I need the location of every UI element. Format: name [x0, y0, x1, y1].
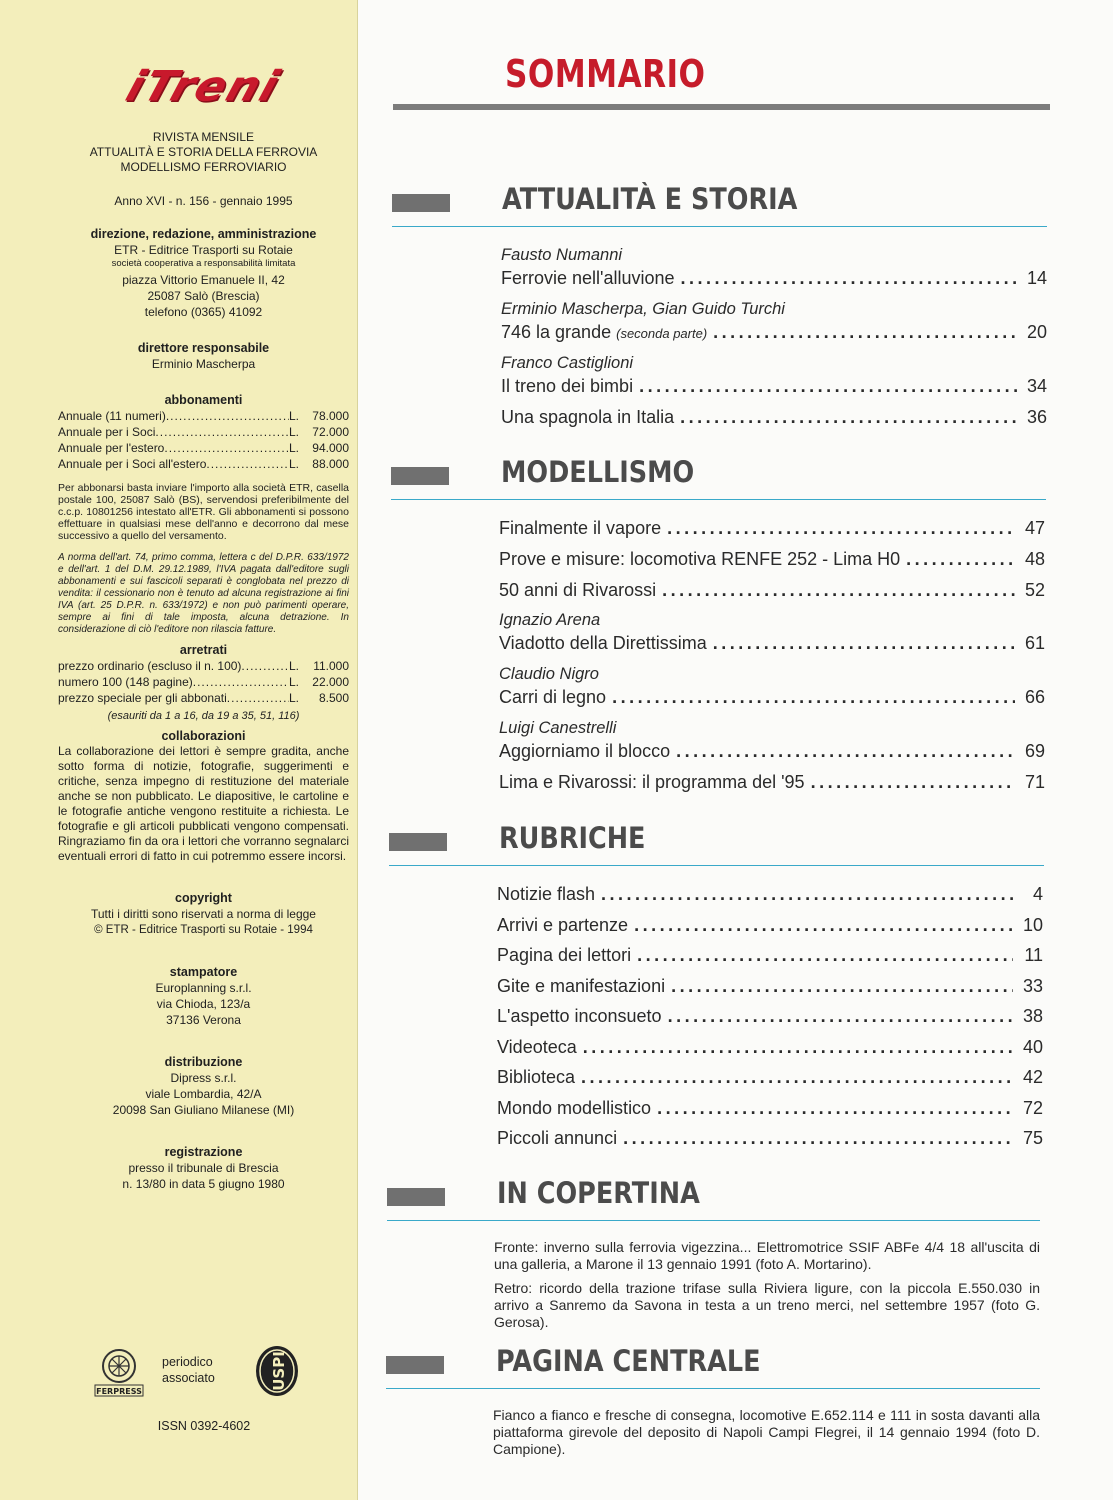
price-row: Annuale per l'estero ..... L. 94.000: [58, 440, 349, 456]
price-row: Annuale per i Soci ..... L. 72.000: [58, 424, 349, 440]
toc-page: 33: [1022, 976, 1043, 996]
section-title: MODELLISMO: [501, 455, 695, 489]
ferpress-label: FERPRESS: [96, 1387, 142, 1396]
price-row: numero 100 (148 pagine) ..... L. 22.000: [58, 674, 349, 690]
abbonamenti-heading: abbonamenti: [164, 393, 243, 407]
toc-entry[interactable]: [501, 352, 1047, 398]
toc-entry[interactable]: [497, 1096, 1043, 1120]
address-line: 25087 Salò (Brescia): [147, 289, 260, 303]
registrazione-line: presso il tribunale di Brescia: [128, 1161, 279, 1175]
direttore-name: Erminio Mascherpa: [151, 357, 256, 371]
section-bar: [389, 833, 447, 851]
periodico-line: associato: [162, 1371, 215, 1385]
toc-page: 47: [1024, 518, 1045, 538]
section-bar: [391, 467, 449, 485]
magazine-logo: iTreni: [120, 62, 287, 111]
section-title: RUBRICHE: [499, 821, 646, 855]
subscription-note: Per abbonarsi basta inviare l'importo alla società ETR, casella postale 100, 25087 Salò (BS), servendosi preferibilmente del c.c.p. 10801256 intestato all'ETR. Gli abbonamenti si possono effettuare in qualsiasi mese dell'anno e decorrono dal mese successivo a quello del versamento.: [58, 482, 349, 542]
collaborazioni-heading: collaborazioni: [161, 729, 246, 743]
toc-entry[interactable]: [499, 663, 1045, 709]
distribuzione-line: 20098 San Giuliano Milanese (MI): [112, 1103, 295, 1117]
toc-page: 48: [1024, 549, 1045, 569]
toc-page: 11: [1024, 945, 1043, 965]
toc-author: Erminio Mascherpa, Gian Guido Turchi: [501, 300, 785, 318]
price-row: Annuale per i Soci all'estero ..... L. 88.000: [58, 456, 349, 472]
toc-page: 14: [1026, 268, 1047, 288]
toc-title: Biblioteca: [497, 1067, 576, 1087]
toc-entry[interactable]: [499, 609, 1045, 655]
toc-entry[interactable]: [497, 943, 1043, 967]
toc-author: Claudio Nigro: [499, 665, 599, 683]
toc-page: 61: [1024, 633, 1045, 653]
toc-title: 746 la grande: [501, 322, 612, 342]
distribuzione-line: viale Lombardia, 42/A: [145, 1087, 262, 1101]
section-bar: [392, 194, 450, 212]
direzione-heading: direzione, redazione, amministrazione: [90, 227, 317, 241]
section-rule: [391, 499, 1046, 500]
toc-title: Pagina dei lettori: [497, 945, 632, 965]
toc-page: 72: [1022, 1098, 1043, 1118]
copyright-line: © ETR - Editrice Trasporti su Rotaie - 1994: [94, 924, 313, 936]
section-rule: [392, 226, 1047, 227]
copyright-line: Tutti i diritti sono riservati a norma di legge: [91, 907, 316, 921]
toc-author: Franco Castiglioni: [501, 354, 634, 372]
toc-title: Carri di legno: [499, 687, 607, 707]
toc-title: Prove e misure: locomotiva RENFE 252 - Lima H0: [499, 549, 901, 569]
toc-page: 20: [1026, 322, 1047, 342]
toc-entry[interactable]: [499, 717, 1045, 763]
tagline-line: RIVISTA MENSILE: [152, 130, 255, 144]
price-row: prezzo speciale per gli abbonati ..... L. 8.500: [58, 690, 349, 706]
toc-page: 38: [1022, 1006, 1043, 1026]
toc-entry[interactable]: [499, 578, 1045, 602]
toc-entry[interactable]: [497, 882, 1043, 906]
toc-title: Arrivi e partenze: [497, 915, 629, 935]
toc-entry[interactable]: [501, 405, 1047, 429]
toc-page: 34: [1026, 376, 1047, 396]
centerfold-caption: Fianco a fianco e fresche di consegna, locomotive E.652.114 e 111 in sosta davanti alla piattaforma girevole del deposito di Napoli Campi Flegrei, il 14 gennaio 1994 (foto D. Campione).: [493, 1407, 1040, 1457]
toc-title: Gite e manifestazioni: [497, 976, 666, 996]
toc-entry[interactable]: [497, 913, 1043, 937]
toc-page: 66: [1024, 687, 1045, 707]
toc-title: 50 anni di Rivarossi: [499, 580, 657, 600]
stampatore-line: via Chioda, 123/a: [156, 997, 251, 1011]
toc-entry[interactable]: [497, 1004, 1043, 1028]
toc-title: Una spagnola in Italia: [501, 407, 675, 427]
company-note: società cooperativa a responsabilità limitata: [111, 258, 296, 269]
toc-title: Lima e Rivarossi: il programma del '95: [499, 772, 805, 792]
distribuzione-line: Dipress s.r.l.: [170, 1071, 237, 1085]
address-line: piazza Vittorio Emanuele II, 42: [122, 273, 285, 287]
toc-title: Finalmente il vapore: [499, 518, 662, 538]
tagline-line: ATTUALITÀ E STORIA DELLA FERROVIA: [89, 145, 318, 159]
cover-front-caption: Fronte: inverno sulla ferrovia vigezzina... Elettromotrice SSIF ABFe 4/4 18 all'uscita di una galleria, a Marone il 13 gennaio 1991 (foto A. Mortarino).: [494, 1239, 1040, 1272]
registrazione-heading: registrazione: [164, 1145, 243, 1159]
stampatore-line: Europlanning s.r.l.: [155, 981, 252, 995]
issue-info: Anno XVI - n. 156 - gennaio 1995: [114, 194, 293, 208]
toc-title: Aggiorniamo il blocco: [499, 741, 671, 761]
toc-title: L'aspetto inconsueto: [497, 1006, 662, 1026]
toc-subtitle: (seconda parte): [616, 326, 708, 341]
uspi-label: USPI: [270, 1351, 288, 1391]
toc-entry[interactable]: [499, 516, 1045, 540]
cover-back-caption: Retro: ricordo della trazione trifase sulla Riviera ligure, con la piccola E.550.030 in arrivo a Sanremo da Savona in testa a un treno merci, nel settembre 1957 (foto G. Gerosa).: [494, 1280, 1040, 1330]
toc-page: 52: [1024, 580, 1045, 600]
section-title: IN COPERTINA: [497, 1176, 700, 1210]
toc-title: Il treno dei bimbi: [501, 376, 634, 396]
section-bar: [386, 1356, 444, 1374]
toc-title: Notizie flash: [497, 884, 596, 904]
sold-out-note: (esauriti da 1 a 16, da 19 a 35, 51, 116): [107, 710, 300, 722]
toc-page: 71: [1024, 772, 1045, 792]
collaborazioni-text: La collaborazione dei lettori è sempre gradita, anche sotto forma di notizie, fotografie, suggerimenti e critiche, senza impegno di restituzione del materiale anche se non pubblicato. Le diapositive, le cartoline e le fotografie antiche vengono restituite a richiesta. Le fotografie e gli articoli pubblicati vengono compensati. Ringraziamo fin da ora i lettori che vorranno segnalarci eventuali errori di fatto in cui potremmo essere incorsi.: [58, 744, 349, 863]
phone: telefono (0365) 41092: [144, 305, 263, 319]
toc-page: 4: [1032, 884, 1043, 904]
section-title: ATTUALITÀ E STORIA: [502, 182, 798, 216]
toc-page: 36: [1026, 407, 1047, 427]
toc-entry[interactable]: [501, 244, 1047, 290]
section-rule: [387, 1220, 1040, 1221]
toc-author: Fausto Numanni: [501, 246, 623, 264]
toc-title: Ferrovie nell'alluvione: [501, 268, 675, 288]
toc-entry[interactable]: [501, 298, 1047, 346]
stampatore-line: 37136 Verona: [166, 1013, 241, 1027]
toc-page: 40: [1022, 1037, 1043, 1057]
toc-entry[interactable]: [499, 770, 1045, 794]
company-name: ETR - Editrice Trasporti su Rotaie: [114, 243, 293, 257]
toc-author: Ignazio Arena: [499, 611, 601, 629]
toc-title: Viadotto della Direttissima: [499, 633, 707, 653]
periodico-line: periodico: [162, 1355, 213, 1369]
toc-title: Videoteca: [497, 1037, 577, 1057]
toc-page: 42: [1022, 1067, 1043, 1087]
toc-entry[interactable]: [497, 1065, 1043, 1089]
price-row: prezzo ordinario (escluso il n. 100) ..... L. 11.000: [58, 658, 349, 674]
toc-entry[interactable]: [497, 1035, 1043, 1059]
section-rule: [389, 865, 1044, 866]
toc-page: 69: [1024, 741, 1045, 761]
copyright-heading: copyright: [175, 891, 232, 905]
page-title: SOMMARIO: [505, 52, 706, 96]
stampatore-heading: stampatore: [169, 965, 238, 979]
section-bar: [387, 1188, 445, 1206]
toc-page: 75: [1022, 1128, 1043, 1148]
issn: ISSN 0392-4602: [157, 1419, 251, 1433]
toc-entry[interactable]: [499, 547, 1045, 571]
toc-author: Luigi Canestrelli: [499, 719, 617, 737]
toc-title: Piccoli annunci: [497, 1128, 618, 1148]
title-rule: [393, 104, 1050, 110]
direttore-heading: direttore responsabile: [137, 341, 270, 355]
distribuzione-heading: distribuzione: [164, 1055, 243, 1069]
toc-entry[interactable]: [497, 974, 1043, 998]
toc-entry[interactable]: [497, 1126, 1043, 1150]
tagline-line: MODELLISMO FERROVIARIO: [120, 160, 287, 174]
vat-note: A norma dell'art. 74, primo comma, lettera c del D.P.R. 633/1972 e dell'art. 1 del D.M. 29.12.1989, l'IVA pagata dall'editore sugli abbonamenti e sui fascicoli separati è conglobata nel prezzo di vendita: il cessionario non è tenuto ad alcuna registrazione ai fini IVA (art. 25 D.P.R. n. 633/1972) e non può parimenti operare, sempre ai fini di tale imposta, alcuna detrazione. In considerazione di ciò l'editore non rilascia fatture.: [58, 552, 349, 635]
section-rule: [386, 1388, 1040, 1389]
arretrati-heading: arretrati: [179, 643, 228, 657]
registrazione-line: n. 13/80 in data 5 giugno 1980: [122, 1177, 285, 1191]
toc-page: 10: [1022, 915, 1043, 935]
section-title: PAGINA CENTRALE: [496, 1344, 761, 1378]
price-row: Annuale (11 numeri) ..... L. 78.000: [58, 408, 349, 424]
toc-title: Mondo modellistico: [497, 1098, 652, 1118]
